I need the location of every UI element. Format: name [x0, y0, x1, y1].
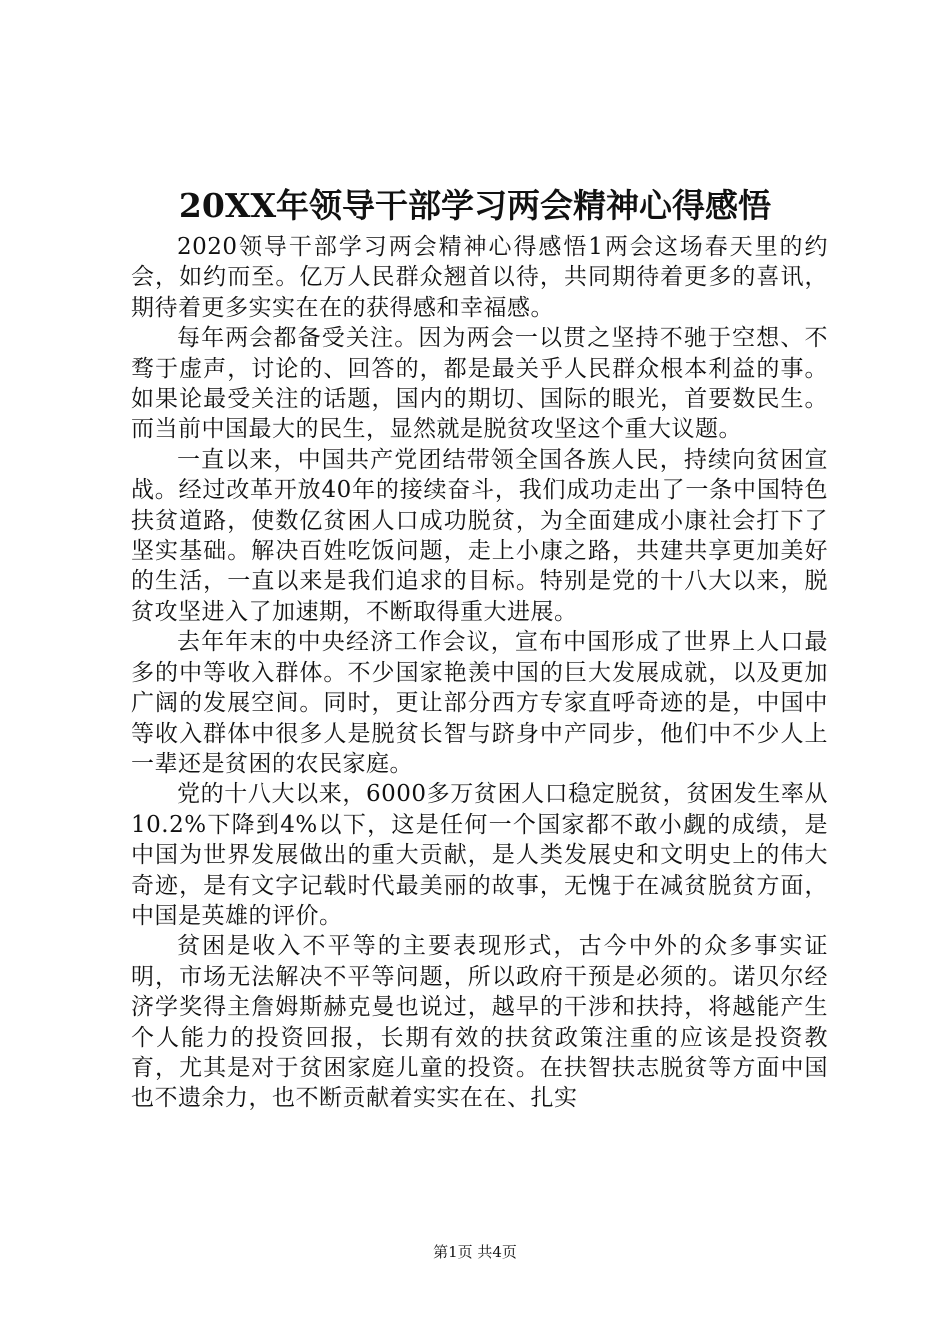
paragraph: 2020领导干部学习两会精神心得感悟1两会这场春天里的约会，如约而至。亿万人民群众翘首以待，共同期待着更多的喜讯，期待着更多实实在在的获得感和幸福感。	[131, 234, 828, 321]
paragraph: 每年两会都备受关注。因为两会一以贯之坚持不驰于空想、不骛于虚声，讨论的、回答的，都是最关乎人民群众根本利益的事。如果论最受关注的话题，国内的期切、国际的眼光，首要数民生。而当前中国最大的民生，显然就是脱贫攻坚这个重大议题。	[131, 325, 828, 443]
paragraph: 党的十八大以来，6000多万贫困人口稳定脱贫，贫困发生率从10.2%下降到4%以下，这是任何一个国家都不敢小觑的成绩，是中国为世界发展做出的重大贡献，是人类发展史和文明史上的伟大奇迹，是有文字记载时代最美丽的故事，无愧于在减贫脱贫方面，中国是英雄的评价。	[131, 781, 828, 929]
paragraph: 贫困是收入不平等的主要表现形式，古今中外的众多事实证明，市场无法解决不平等问题，所以政府干预是必须的。诺贝尔经济学奖得主詹姆斯赫克曼也说过，越早的干涉和扶持，将越能产生个人能力的投资回报，长期有效的扶贫政策注重的应该是投资教育，尤其是对于贫困家庭儿童的投资。在扶智扶志脱贫等方面中国也不遗余力，也不断贡献着实实在在、扎实	[131, 933, 828, 1112]
paragraph: 去年年末的中央经济工作会议，宣布中国形成了世界上人口最多的中等收入群体。不少国家艳羡中国的巨大发展成就，以及更加广阔的发展空间。同时，更让部分西方专家直呼奇迹的是，中国中等收入群体中很多人是脱贫长智与跻身中产同步，他们中不少人上一辈还是贫困的农民家庭。	[131, 629, 828, 777]
page-number-footer: 第1页 共4页	[433, 1243, 517, 1261]
document-body	[131, 232, 828, 1114]
paragraph: 一直以来，中国共产党团结带领全国各族人民，持续向贫困宣战。经过改革开放40年的接续奋斗，我们成功走出了一条中国特色扶贫道路，使数亿贫困人口成功脱贫，为全面建成小康社会打下了坚实基础。解决百姓吃饭问题，走上小康之路，共建共享更加美好的生活，一直以来是我们追求的目标。特别是党的十八大以来，脱贫攻坚进入了加速期，不断取得重大进展。	[131, 446, 828, 625]
document-title: 20XX年领导干部学习两会精神心得感悟	[178, 186, 772, 225]
